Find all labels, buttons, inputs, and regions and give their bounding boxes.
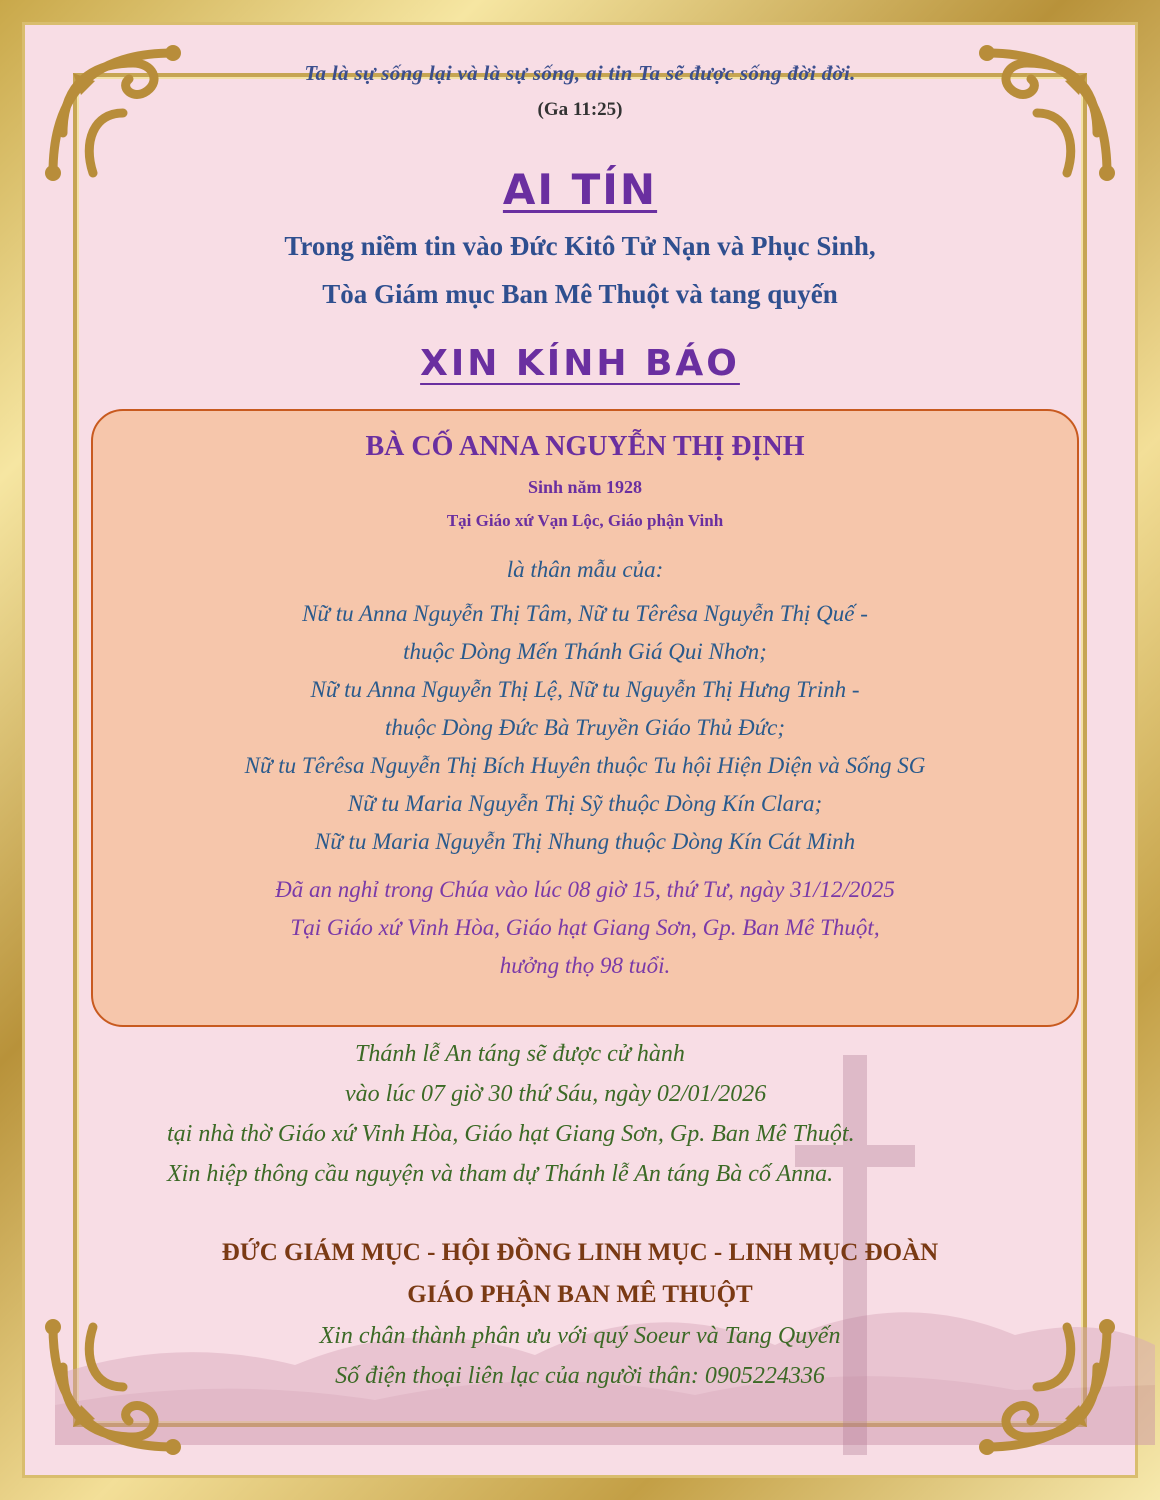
children-list bbox=[93, 595, 1077, 861]
funeral-line-2: vào lúc 07 giờ 30 thứ Sáu, ngày 02/01/2026 bbox=[345, 1081, 767, 1107]
list-item: thuộc Dòng Mến Thánh Giá Qui Nhơn; bbox=[403, 639, 767, 664]
mother-of-label: là thân mẫu của: bbox=[506, 557, 664, 582]
list-item: Nữ tu Maria Nguyễn Thị Sỹ thuộc Dòng Kín Clara; bbox=[347, 791, 823, 816]
organization-line-1: ĐỨC GIÁM MỤC - HỘI ĐỒNG LINH MỤC - LINH MỤC ĐOÀN bbox=[221, 1239, 939, 1266]
funeral-line-1: Thánh lễ An táng sẽ được cử hành bbox=[355, 1041, 685, 1067]
list-item: Nữ tu Têrêsa Nguyễn Thị Bích Huyên thuộc Tu hội Hiện Diện và Sống SG bbox=[244, 753, 926, 778]
passing-date: Đã an nghỉ trong Chúa vào lúc 08 giờ 15, thứ Tư, ngày 31/12/2025 bbox=[275, 877, 895, 902]
contact-phone: Số điện thoại liên lạc của người thân: 0905224336 bbox=[335, 1363, 825, 1389]
condolence-text: Xin chân thành phân ưu với quý Soeur và Tang Quyến bbox=[319, 1323, 841, 1349]
page-title bbox=[25, 165, 1135, 214]
deceased-info-box bbox=[91, 409, 1079, 1027]
list-item: Nữ tu Anna Nguyễn Thị Lệ, Nữ tu Nguyễn Thị Hưng Trinh - bbox=[310, 677, 860, 702]
funeral-line-3: tại nhà thờ Giáo xứ Vinh Hòa, Giáo hạt Giang Sơn, Gp. Ban Mê Thuột. bbox=[167, 1121, 855, 1147]
subtitle-line-1: Trong niềm tin vào Đức Kitô Tử Nạn và Phục Sinh, bbox=[284, 231, 876, 261]
list-item: thuộc Dòng Đức Bà Truyền Giáo Thủ Đức; bbox=[384, 715, 786, 740]
page-title-text: AI TÍN bbox=[502, 165, 658, 214]
list-item: Nữ tu Anna Nguyễn Thị Tâm, Nữ tu Têrêsa Nguyễn Thị Quế - bbox=[302, 601, 868, 626]
funeral-line-4: Xin hiệp thông cầu nguyện và tham dự Thánh lễ An táng Bà cố Anna. bbox=[167, 1161, 834, 1187]
passing-place: Tại Giáo xứ Vinh Hòa, Giáo hạt Giang Sơn, Gp. Ban Mê Thuột, bbox=[290, 915, 880, 940]
birth-year: Sinh năm 1928 bbox=[527, 477, 643, 497]
verse-reference: (Ga 11:25) bbox=[537, 99, 623, 120]
organization-line-2: GIÁO PHẬN BAN MÊ THUỘT bbox=[407, 1281, 753, 1308]
birth-place: Tại Giáo xứ Vạn Lộc, Giáo phận Vinh bbox=[446, 511, 724, 530]
deceased-name: BÀ CỐ ANNA NGUYỄN THỊ ĐỊNH bbox=[365, 431, 805, 462]
list-item: Nữ tu Maria Nguyễn Thị Nhung thuộc Dòng Kín Cát Minh bbox=[314, 829, 856, 854]
age-at-death: hưởng thọ 98 tuổi. bbox=[499, 953, 671, 978]
subtitle-line-2: Tòa Giám mục Ban Mê Thuột và tang quyến bbox=[322, 279, 838, 309]
announce-heading bbox=[25, 343, 1135, 384]
announce-text: XIN KÍNH BÁO bbox=[420, 343, 740, 384]
bible-verse: Ta là sự sống lại và là sự sống, ai tin Ta sẽ được sống đời đời. bbox=[304, 61, 856, 85]
page-inner bbox=[22, 22, 1138, 1478]
